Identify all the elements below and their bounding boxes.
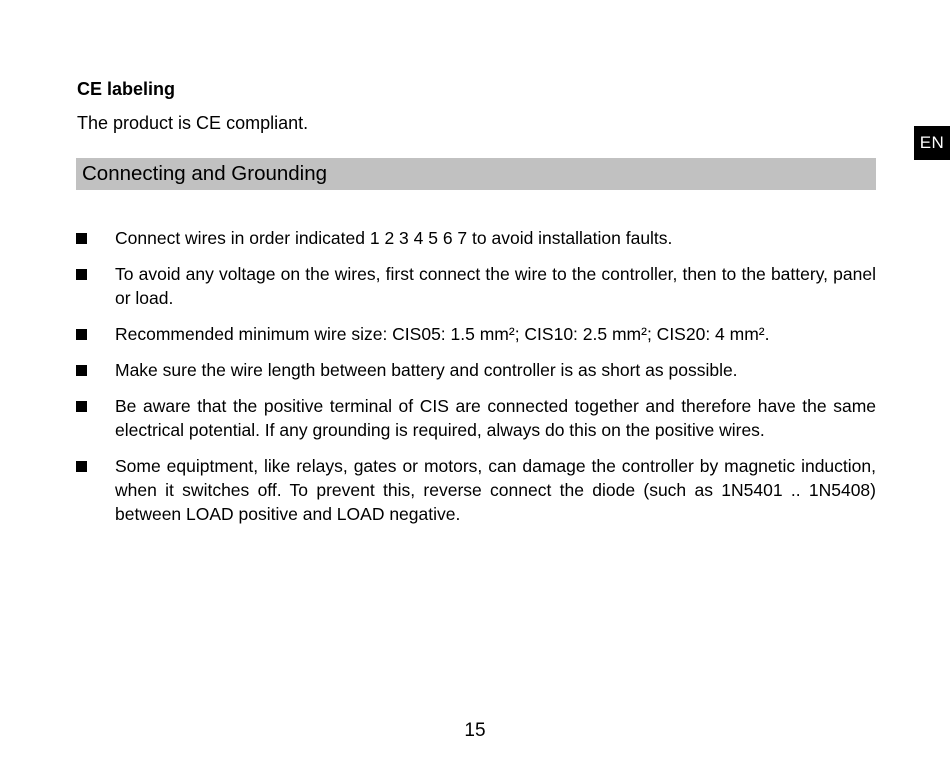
list-item-text: Recommended minimum wire size: CIS05: 1.5 mm²; CIS10: 2.5 mm²; CIS20: 4 mm².: [115, 324, 770, 344]
square-bullet-icon: [76, 461, 87, 472]
list-item: [76, 262, 876, 310]
list-item: [76, 454, 876, 526]
list-item: [76, 322, 876, 346]
ce-compliance-text: The product is CE compliant.: [77, 113, 309, 133]
list-item: [76, 226, 876, 250]
square-bullet-icon: [76, 233, 87, 244]
ce-labeling-heading: CE labeling: [77, 79, 176, 99]
square-bullet-icon: [76, 401, 87, 412]
list-item-text: To avoid any voltage on the wires, first connect the wire to the controller, then to the battery, panel or load.: [115, 264, 876, 308]
section-title: Connecting and Grounding: [82, 162, 328, 185]
square-bullet-icon: [76, 329, 87, 340]
list-item: [76, 358, 876, 382]
page-number: 15: [464, 720, 486, 741]
list-item-text: Make sure the wire length between battery and controller is as short as possible.: [115, 360, 738, 380]
instruction-list: [76, 226, 876, 538]
list-item-text: Be aware that the positive terminal of CIS are connected together and therefore have the same electrical potential. If any grounding is required, always do this on the positive wires.: [115, 396, 876, 440]
square-bullet-icon: [76, 365, 87, 376]
section-header-bar: [76, 158, 876, 190]
language-tab-label: EN: [919, 133, 945, 152]
language-tab: [914, 126, 950, 160]
list-item: [76, 394, 876, 442]
list-item-text: Some equiptment, like relays, gates or motors, can damage the controller by magnetic induction, when it switches off. To prevent this, reverse connect the diode (such as 1N5401 .. 1N5408) between LOAD positive and LOAD negative.: [115, 456, 876, 524]
list-item-text: Connect wires in order indicated 1 2 3 4 5 6 7 to avoid installation faults.: [115, 228, 673, 248]
square-bullet-icon: [76, 269, 87, 280]
